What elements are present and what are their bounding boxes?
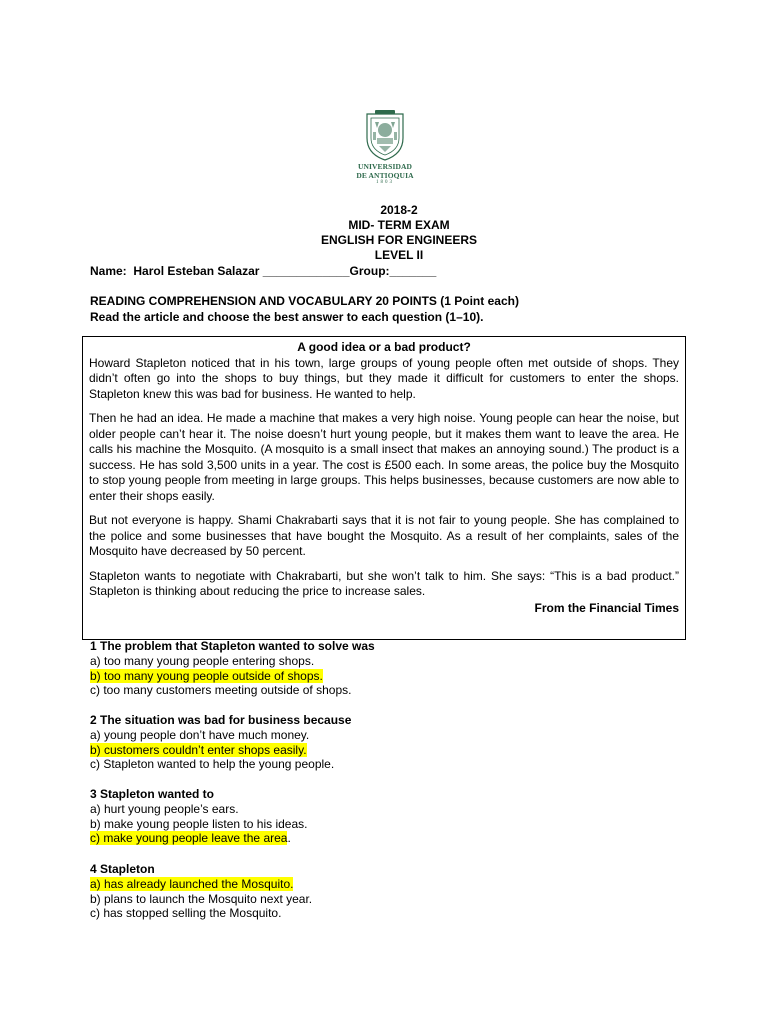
question-title: 4 Stapleton: [90, 862, 155, 876]
article-paragraph: Stapleton wants to negotiate with Chakrabarti, but she won’t talk to him. She says: “This is a bad product.” Stapleton is thinking about reducing the price to increase sales.: [89, 568, 679, 598]
answer-option: [90, 906, 312, 921]
logo-text-line1: UNIVERSIDAD: [357, 162, 413, 171]
option-text: c) has stopped selling the Mosquito.: [90, 906, 282, 921]
option-text-highlighted: b) too many young people outside of shops.: [90, 668, 323, 683]
article-paragraph: Howard Stapleton noticed that in his town, large groups of young people often met outside of shops. They didn’t often go into the shops to buy things, but they made it difficult for customers to enter the shops. Stapleton knew this was bad for business. He wanted to help.: [89, 355, 679, 401]
answer-option: [90, 877, 312, 892]
answer-option: [90, 892, 312, 907]
option-text: b) make young people listen to his ideas.: [90, 816, 308, 831]
section-instructions: Read the article and choose the best answer to each question (1–10).: [90, 310, 484, 324]
option-text: a) young people don’t have much money.: [90, 727, 310, 742]
answer-option: [90, 831, 307, 846]
answer-option: [90, 669, 375, 684]
option-text: b) plans to launch the Mosquito next year.: [90, 891, 313, 906]
answer-option: [90, 757, 351, 772]
article-source: From the Financial Times: [534, 600, 679, 615]
article-paragraph: But not everyone is happy. Shami Chakrabarti says that it is not fair to young people. She has complained to the police and some businesses that have bought the Mosquito. As a result of her complaints, sales of the Mosquito have decreased by 50 percent.: [89, 513, 679, 558]
answer-option: [90, 743, 351, 758]
option-text: c) Stapleton wanted to help the young people.: [90, 757, 335, 772]
course-title: ENGLISH FOR ENGINEERS: [320, 233, 478, 247]
answer-option: [90, 817, 307, 832]
university-seal-icon: [363, 108, 407, 162]
article-box: [82, 336, 686, 640]
option-text: a) hurt young people’s ears.: [90, 801, 239, 816]
logo-text-line2: DE ANTIOQUIA: [356, 171, 414, 180]
option-text-highlighted: c) make young people leave the area: [90, 831, 288, 846]
section-title: READING COMPREHENSION AND VOCABULARY 20 POINTS (1 Point each): [90, 294, 519, 308]
question-3: [90, 787, 307, 846]
exam-header: [0, 203, 768, 263]
answer-option: [90, 802, 307, 817]
group-label: Group:: [349, 264, 390, 278]
option-text: a) too many young people entering shops.: [90, 653, 315, 668]
question-title: 1 The problem that Stapleton wanted to solve was: [90, 639, 375, 653]
course-level: LEVEL II: [374, 248, 424, 262]
name-blank: _____________: [262, 264, 350, 278]
article-paragraph: Then he had an idea. He made a machine that makes a very high noise. Young people can hear the noise, but older people can’t hear it. The noise doesn’t hurt young people, but it makes them want to leave the area. He calls his machine the Mosquito. (A mosquito is a small insect that makes an annoying sound.) The product is a success. He has sold 3,500 units in a year. The cost is £500 each. In some areas, the police buy the Mosquito to stop young people from meeting in large groups. This helps businesses, because customers are now able to enter their shops easily.: [89, 411, 679, 503]
answer-option: [90, 728, 351, 743]
name-value: Harol Esteban Salazar: [133, 264, 260, 278]
name-label: Name:: [90, 264, 127, 278]
answer-option: [90, 654, 375, 669]
group-blank: _______: [389, 264, 437, 278]
question-title: 2 The situation was bad for business because: [90, 713, 352, 727]
option-text-highlighted: a) has already launched the Mosquito.: [90, 876, 294, 891]
exam-term: 2018-2: [380, 203, 418, 217]
logo-year: 1803: [376, 180, 394, 185]
question-4: [90, 862, 312, 921]
question-2: [90, 713, 351, 772]
article-title: A good idea or a bad product?: [297, 340, 471, 354]
question-title: 3 Stapleton wanted to: [90, 787, 215, 801]
section-header: [90, 293, 519, 325]
exam-type: MID- TERM EXAM: [348, 218, 450, 232]
option-text: c) too many customers meeting outside of shops.: [90, 683, 352, 698]
option-tail: .: [287, 831, 291, 846]
question-1: [90, 639, 375, 698]
option-text-highlighted: b) customers couldn’t enter shops easily.: [90, 742, 307, 757]
student-info: [90, 264, 436, 278]
university-logo: [345, 108, 425, 192]
answer-option: [90, 683, 375, 698]
